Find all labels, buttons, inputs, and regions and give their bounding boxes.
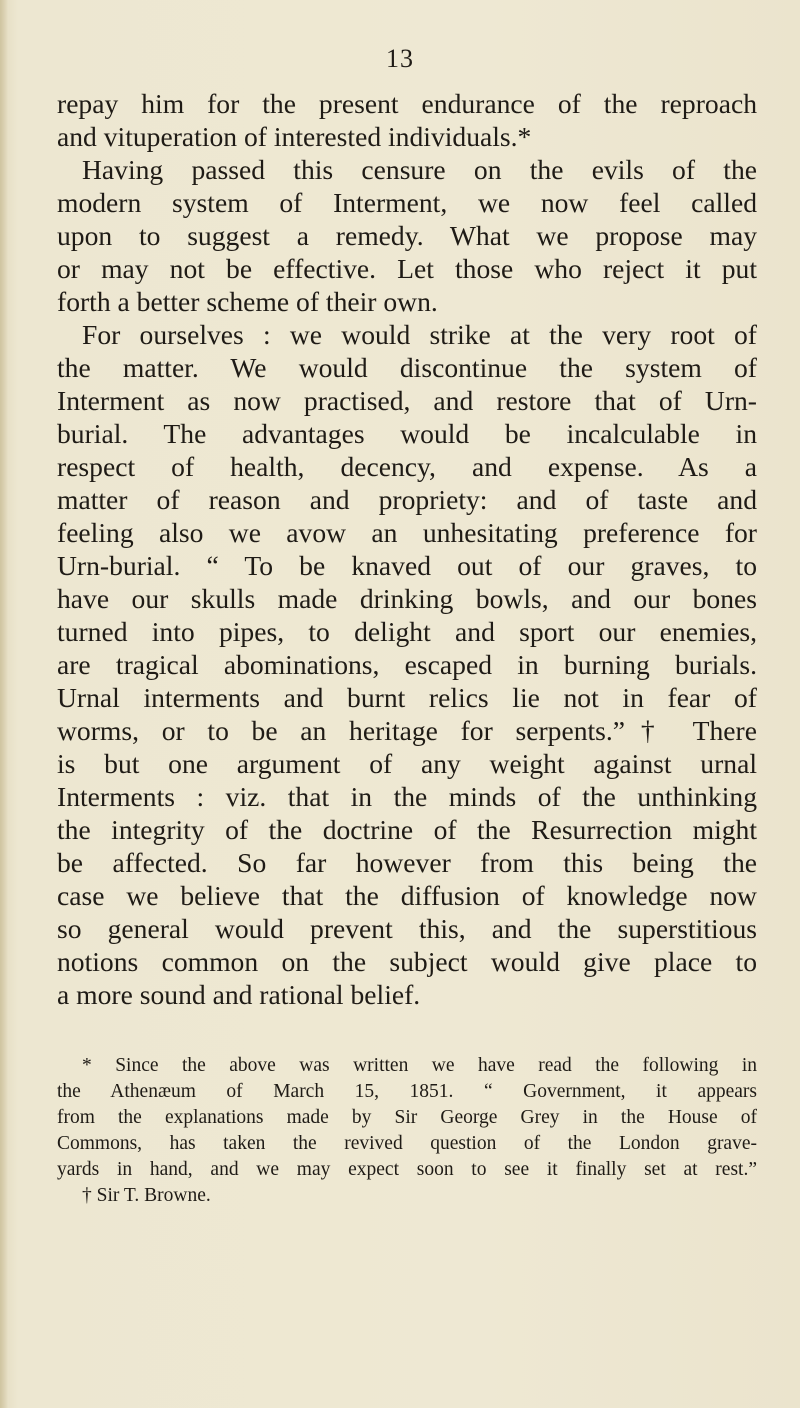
footnote-line: * Since the above was written we have read the following in xyxy=(82,1055,757,1076)
text-line: feeling also we avow an unhesitating preference for xyxy=(57,517,757,548)
text-line: modern system of Interment, we now feel called xyxy=(57,187,757,218)
text-line: the integrity of the doctrine of the Resurrection might xyxy=(57,814,757,845)
text-line: and vituperation of interested individuals.* xyxy=(57,121,532,152)
text-line: respect of health, decency, and expense. As a xyxy=(57,451,757,482)
footnote-line: † Sir T. Browne. xyxy=(82,1185,211,1206)
text-line: be affected. So far however from this being the xyxy=(57,847,757,878)
text-line: Having passed this censure on the evils of the xyxy=(82,154,757,185)
text-line: Urnal interments and burnt relics lie not in fear of xyxy=(57,682,757,713)
text-line: Interments : viz. that in the minds of the unthinking xyxy=(57,781,757,812)
footnotes-block xyxy=(57,1053,757,1209)
text-line: worms, or to be an heritage for serpents.”† There xyxy=(57,715,757,746)
text-line: upon to suggest a remedy. What we propose may xyxy=(57,220,757,251)
text-line: burial. The advantages would be incalculable in xyxy=(57,418,757,449)
text-line: are tragical abominations, escaped in burning burials. xyxy=(57,649,757,680)
text-line: Interment as now practised, and restore that of Urn- xyxy=(57,385,757,416)
page-number: 13 xyxy=(386,44,414,73)
page-edge-shadow xyxy=(0,0,8,1408)
text-line: matter of reason and propriety: and of taste and xyxy=(57,484,757,515)
text-line: is but one argument of any weight against urnal xyxy=(57,748,757,779)
text-line: so general would prevent this, and the superstitious xyxy=(57,913,757,944)
footnote-line: the Athenæum of March 15, 1851. “ Government, it appears xyxy=(57,1081,757,1102)
text-line: turned into pipes, to delight and sport our enemies, xyxy=(57,616,757,647)
main-text-block xyxy=(57,87,757,1011)
text-line: repay him for the present endurance of the reproach xyxy=(57,88,757,119)
text-line: have our skulls made drinking bowls, and our bones xyxy=(57,583,757,614)
text-line: case we believe that the diffusion of knowledge now xyxy=(57,880,757,911)
text-line: a more sound and rational belief. xyxy=(57,979,421,1010)
text-line: For ourselves : we would strike at the very root of xyxy=(82,319,757,350)
footnote-line: yards in hand, and we may expect soon to see it finally set at rest.” xyxy=(57,1159,757,1180)
text-line: notions common on the subject would give place to xyxy=(57,946,757,977)
footnote-line: Commons, has taken the revived question of the London grave- xyxy=(57,1133,757,1154)
footnote-line: from the explanations made by Sir George Grey in the House of xyxy=(57,1107,757,1128)
text-line: or may not be effective. Let those who reject it put xyxy=(57,253,757,284)
text-line: the matter. We would discontinue the system of xyxy=(57,352,757,383)
text-line: Urn-burial. “ To be knaved out of our graves, to xyxy=(57,550,757,581)
text-line: forth a better scheme of their own. xyxy=(57,286,438,317)
